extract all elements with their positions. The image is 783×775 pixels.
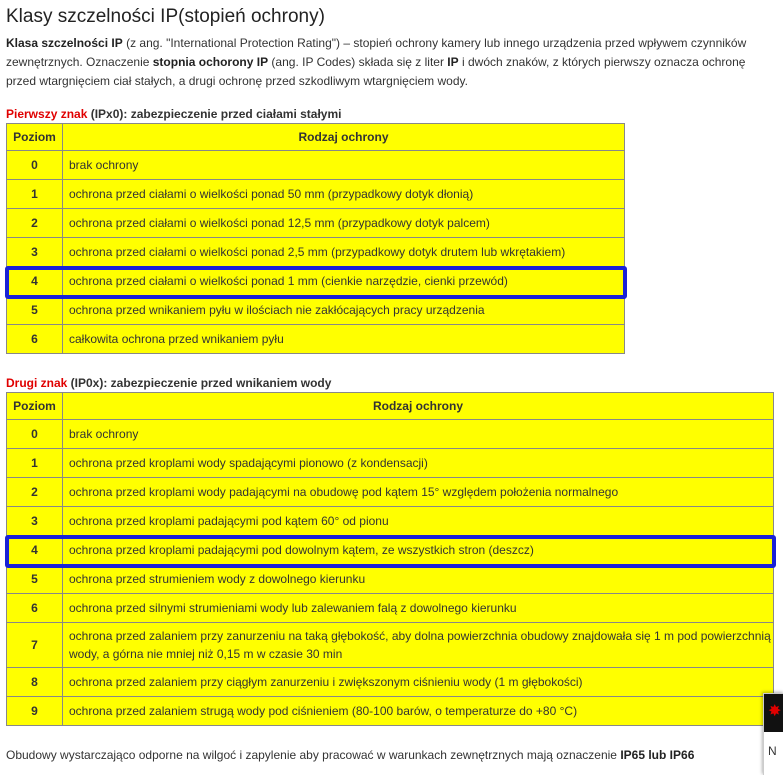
burst-icon: ✸ (768, 703, 782, 720)
intro-term: Klasa szczelności IP (6, 36, 123, 50)
table-row (7, 478, 774, 507)
table-row (7, 325, 625, 354)
row-description: brak ochrony (63, 420, 774, 449)
row-level: 4 (7, 536, 63, 565)
row-description: ochrona przed zalaniem strugą wody pod ciśnieniem (80-100 barów, o temperaturze do +80 °C) (63, 697, 774, 726)
row-level: 5 (7, 565, 63, 594)
row-description: ochrona przed zalaniem przy ciągłym zanurzeniu i zwiększonym ciśnieniu wody (1 m głębokości) (63, 668, 774, 697)
intro-text-3: i dwóch znaków, z których pierwszy oznacza ochronę przed wtargnięciem ciał stałych, a drugi ochronę przed szkodliwym wtargnięciem wody. (6, 55, 746, 88)
row-level: 0 (7, 151, 63, 180)
row-level: 5 (7, 296, 63, 325)
first-digit-label (6, 107, 341, 121)
table-row (7, 623, 774, 668)
intro-term-2: stopnia ochorony IP (152, 55, 269, 69)
table-row (7, 668, 774, 697)
second-digit-label-rest: (IP0x): zabezpieczenie przed wnikaniem wody (67, 376, 332, 390)
second-digit-label (6, 376, 331, 390)
row-level: 4 (7, 267, 63, 296)
side-widget[interactable] (763, 693, 783, 775)
row-level: 3 (7, 507, 63, 536)
row-description: ochrona przed ciałami o wielkości ponad 12,5 mm (przypadkowy dotyk palcem) (63, 209, 625, 238)
row-level: 3 (7, 238, 63, 267)
row-level: 6 (7, 325, 63, 354)
row-description: ochrona przed kroplami padającymi pod dowolnym kątem, ze wszystkich stron (deszcz) (63, 536, 774, 565)
row-level: 1 (7, 449, 63, 478)
row-level: 0 (7, 420, 63, 449)
row-description: ochrona przed strumieniem wody z dowolnego kierunku (63, 565, 774, 594)
row-level: 1 (7, 180, 63, 209)
row-description: ochrona przed silnymi strumieniami wody lub zalewaniem falą z dowolnego kierunku (63, 594, 774, 623)
table-row (7, 420, 774, 449)
footer-text: Obudowy wystarczająco odporne na wilgoć i zapylenie aby pracować w warunkach zewnętrznych mają oznaczenie (6, 748, 621, 762)
row-level: 6 (7, 594, 63, 623)
header-description: Rodzaj ochrony (63, 124, 625, 151)
table-row (7, 507, 774, 536)
highlight-box-second (5, 535, 776, 568)
row-level: 2 (7, 209, 63, 238)
row-description: ochrona przed wnikaniem pyłu w ilościach nie zakłócających pracy urządzenia (63, 296, 625, 325)
row-description: ochrona przed kroplami wody spadającymi pionowo (z kondensacji) (63, 449, 774, 478)
footer-note (6, 748, 694, 762)
intro-text-1: (z ang. "International Protection Rating") – stopień ochrony kamery lub innego urządzenia przed wpływem czynników zewnętrznych. Oznaczenie (6, 36, 747, 69)
highlight-box-first (5, 266, 627, 299)
row-description: ochrona przed ciałami o wielkości ponad 1 mm (cienkie narzędzie, cienki przewód) (63, 267, 625, 296)
first-digit-label-red: Pierwszy znak (6, 107, 88, 121)
table-row (7, 449, 774, 478)
row-level: 7 (7, 623, 63, 668)
table-row (7, 296, 625, 325)
table-header-row (7, 124, 625, 151)
table-row (7, 151, 625, 180)
page-title: Klasy szczelności IP(stopień ochrony) (6, 6, 325, 27)
header-level: Poziom (7, 393, 63, 420)
second-digit-label-red: Drugi znak (6, 376, 68, 390)
header-level: Poziom (7, 124, 63, 151)
intro-term-3: IP (447, 55, 459, 69)
table-row (7, 180, 625, 209)
table-row (7, 238, 625, 267)
first-digit-label-rest: (IPx0): zabezpieczenie przed ciałami stałymi (87, 107, 342, 121)
table-row (7, 697, 774, 726)
row-description: ochrona przed ciałami o wielkości ponad 50 mm (przypadkowy dotyk dłonią) (63, 180, 625, 209)
intro-paragraph (6, 34, 776, 91)
row-description: ochrona przed kroplami padającymi pod kątem 60° od pionu (63, 507, 774, 536)
first-digit-table (6, 123, 625, 354)
row-description: ochrona przed kroplami wody padającymi na obudowę pod kątem 15° względem położenia normalnego (63, 478, 774, 507)
row-description: ochrona przed zalaniem przy zanurzeniu na taką głębokość, aby dolna powierzchnia obudowy znajdowała się 1 m pod powierzchnią wody, a górna nie mniej niż 0,15 m w czasie 30 min (63, 623, 774, 668)
table-row (7, 209, 625, 238)
intro-text-2: (ang. IP Codes) składa się z liter (268, 55, 448, 69)
row-level: 8 (7, 668, 63, 697)
row-description: całkowita ochrona przed wnikaniem pyłu (63, 325, 625, 354)
header-description: Rodzaj ochrony (63, 393, 774, 420)
table-row (7, 565, 774, 594)
row-description: ochrona przed ciałami o wielkości ponad 2,5 mm (przypadkowy dotyk drutem lub wkrętakiem) (63, 238, 625, 267)
footer-bold: IP65 lub IP66 (620, 748, 695, 762)
table-header-row (7, 393, 774, 420)
table-row (7, 594, 774, 623)
row-level: 2 (7, 478, 63, 507)
side-widget-text: N (768, 744, 777, 758)
row-description: brak ochrony (63, 151, 625, 180)
row-level: 9 (7, 697, 63, 726)
